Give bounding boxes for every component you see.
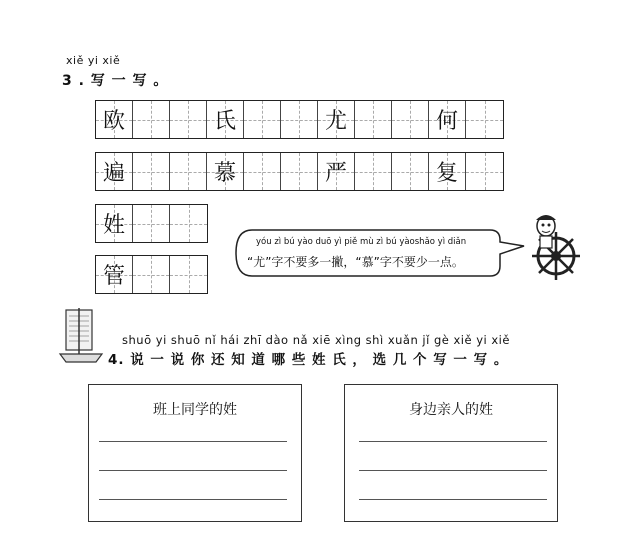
grid-cell[interactable] <box>244 153 281 190</box>
writing-grid-row-1 <box>95 100 504 139</box>
writing-line[interactable] <box>359 499 547 500</box>
scroll-boat-icon <box>58 306 108 366</box>
grid-cell[interactable]: 氏 <box>207 101 244 138</box>
grid-cell[interactable]: 慕 <box>207 153 244 190</box>
grid-cell[interactable] <box>244 101 281 138</box>
grid-cell[interactable]: 复 <box>429 153 466 190</box>
q4-pinyin: shuō yi shuō nǐ hái zhī dào nǎ xiē xìng shì xuǎn jǐ gè xiě yi xiě <box>122 333 510 347</box>
writing-grid-row-2 <box>95 152 504 191</box>
writing-line[interactable] <box>359 441 547 442</box>
grid-cell[interactable] <box>355 153 392 190</box>
answer-box-classmates <box>88 384 302 522</box>
grid-cell[interactable] <box>170 153 207 190</box>
grid-cell[interactable]: 严 <box>318 153 355 190</box>
grid-cell[interactable]: 何 <box>429 101 466 138</box>
grid-cell[interactable] <box>133 205 170 242</box>
writing-grid-small-row-2 <box>95 255 208 294</box>
writing-line[interactable] <box>99 470 287 471</box>
ship-steering-wheel-sailor-icon <box>524 212 584 280</box>
grid-cell[interactable] <box>170 101 207 138</box>
bubble-text: “尤”字不要多一撇，“慕”字不要少一点。 <box>247 255 464 269</box>
q4-title: 4. 说 一 说 你 还 知 道 哪 些 姓 氏 ， 选 几 个 写 一 写 。 <box>108 352 509 368</box>
grid-cell[interactable] <box>466 153 503 190</box>
grid-cell[interactable]: 遍 <box>96 153 133 190</box>
grid-cell[interactable] <box>392 153 429 190</box>
grid-cell[interactable] <box>170 205 207 242</box>
writing-grid-small-row-1 <box>95 204 208 243</box>
grid-cell[interactable]: 管 <box>96 256 133 293</box>
grid-cell[interactable] <box>392 101 429 138</box>
q3-pinyin: xiě yi xiě <box>66 54 121 67</box>
grid-cell[interactable] <box>281 101 318 138</box>
grid-cell[interactable] <box>281 153 318 190</box>
q3-title: 3 . 写 一 写 。 <box>62 73 169 89</box>
bubble-pinyin: yóu zì bú yào duō yì piě mù zì bú yàoshǎo yì diǎn <box>256 237 467 247</box>
answer-box-relatives <box>344 384 558 522</box>
writing-line[interactable] <box>359 470 547 471</box>
grid-cell[interactable] <box>133 153 170 190</box>
grid-cell[interactable]: 尤 <box>318 101 355 138</box>
grid-cell[interactable] <box>355 101 392 138</box>
answer-box-title: 身边亲人的姓 <box>409 402 493 418</box>
grid-cell[interactable]: 欧 <box>96 101 133 138</box>
writing-line[interactable] <box>99 441 287 442</box>
grid-cell[interactable] <box>133 101 170 138</box>
answer-box-title: 班上同学的姓 <box>153 402 237 418</box>
grid-cell[interactable] <box>170 256 207 293</box>
grid-cell[interactable] <box>133 256 170 293</box>
grid-cell[interactable] <box>466 101 503 138</box>
grid-cell[interactable]: 姓 <box>96 205 133 242</box>
writing-line[interactable] <box>99 499 287 500</box>
